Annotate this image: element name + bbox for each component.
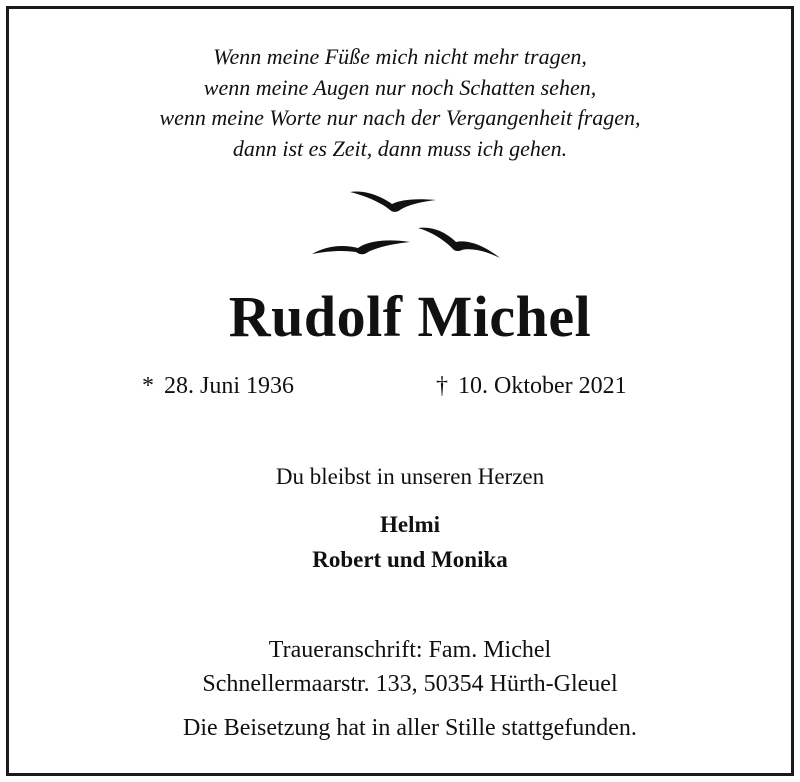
birth-star-icon: *	[142, 373, 154, 399]
bird-icon	[418, 228, 500, 258]
family-name: Robert und Monika	[312, 547, 508, 572]
death-cross-icon: †	[436, 373, 448, 399]
funeral-note: Die Beisetzung hat in aller Stille stattgefunden.	[183, 715, 637, 741]
mourning-address-label: Traueranschrift: Fam. Michel	[268, 637, 552, 663]
death-date-group	[436, 368, 627, 404]
bird-icon	[350, 192, 436, 212]
life-dates	[0, 368, 800, 404]
farewell-text: Du bleibst in unseren Herzen	[275, 464, 545, 489]
poem-line: Wenn meine Füße mich nicht mehr tragen,	[213, 44, 587, 69]
poem	[0, 42, 800, 164]
mourning-address-street: Schnellermaarstr. 133, 50354 Hürth-Gleuel	[202, 671, 618, 697]
poem-line: wenn meine Worte nur nach der Vergangenheit fragen,	[159, 105, 641, 130]
birth-date: 28. Juni 1936	[164, 373, 295, 399]
family-name: Helmi	[379, 512, 441, 537]
birth-date-group	[142, 368, 294, 404]
poem-line: wenn meine Augen nur noch Schatten sehen,	[203, 74, 597, 100]
bird-icon	[312, 240, 410, 254]
death-date: 10. Oktober 2021	[458, 373, 627, 399]
deceased-name: Rudolf Michel	[228, 284, 592, 349]
flying-birds-icon	[300, 180, 520, 270]
poem-line: dann ist es Zeit, dann muss ich gehen.	[232, 135, 568, 161]
